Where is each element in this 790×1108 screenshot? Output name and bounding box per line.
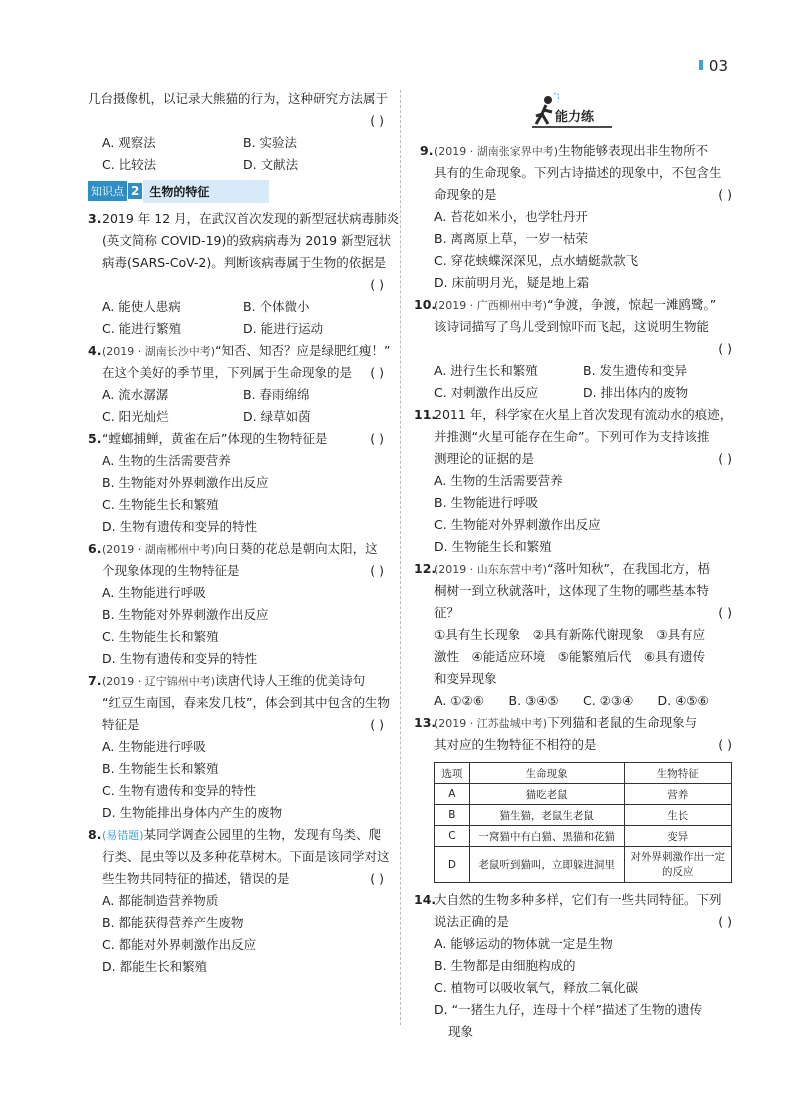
question-12: 12.(2019 · 山东东营中考)“落叶知秋”，在我国北方，梧 桐树一到立秋就落叶，这体现了生物的哪些基本特 征？ ( ) ①具有生长现象 ②具有新陈代谢现象 ③具有应 激性 ④能适应环境 ⑤能繁殖后代 ⑥具有遗传 和变异现象 A. ①②⑥ B. ③④⑤ C. ②③④ D. ④⑤⑥ bbox=[414, 561, 732, 708]
table-row: C 一窝猫中有白猫、黑猫和花猫 变异 bbox=[435, 826, 732, 847]
question-11: 11.2011 年，科学家在火星上首次发现有流动水的痕迹， 并推测“火星可能存在生命”。下列可作为支持该推 测理论的证据的是 ( ) A. 生物的生活需要营养 B. 生物能进行呼吸 C. 生物能对外界刺激作出反应 D. 生物能生长和繁殖 bbox=[414, 407, 733, 554]
question-intro: 几台摄像机，以记录大熊猫的行为，这种研究方法属于 ( ) A. 观察法 B. 实验法 C. 比较法 D. 文献法 bbox=[88, 91, 389, 172]
question-9: 9.(2019 · 湖南张家界中考)生物能够表现出非生物所不 具有的生命现象。下列古诗描述的现象中，不包含生 命现象的是 ( ) A. 苔花如米小，也学牡丹开 B. 离离原上草，一岁一枯荣 C. 穿花蛱蝶深深见，点水蜻蜓款款飞 D. 床前明月光，疑是地上霜 bbox=[420, 143, 732, 290]
question-5: 5.“螳螂捕蝉，黄雀在后”体现的生物特征是 ( ) A. 生物的生活需要营养 B. 生物能对外界刺激作出反应 C. 生物能生长和繁殖 D. 生物有遗传和变异的特性 bbox=[88, 431, 384, 534]
table-row: D 老鼠听到猫叫，立即躲进洞里 对外界刺激作出一定的反应 bbox=[435, 847, 732, 883]
question-6: 6.(2019 · 湖南郴州中考)向日葵的花总是朝向太阳，这 个现象体现的生物特征是 ( ) A. 生物能进行呼吸 B. 生物能对外界刺激作出反应 C. 生物能生长和繁殖 D. 生物有遗传和变异的特性 bbox=[88, 541, 384, 666]
table-header: 选项 生命现象 生物特征 bbox=[435, 763, 732, 784]
question-14: 14.大自然的生物多种多样，它们有一些共同特征。下列 说法正确的是 ( ) A. 能够运动的物体就一定是生物 B. 生物都是由细胞构成的 C. 植物可以吸收氧气，释放二氧化碳 D. “一猪生九仔，连母十个样”描述了生物的遗传 现象 bbox=[414, 892, 732, 1039]
table-row: B 猫生猫，老鼠生老鼠 生长 bbox=[435, 805, 732, 826]
question-4: 4.(2019 · 湖南长沙中考)“知否、知否？应是绿肥红瘦！” 在这个美好的季节里，下列属于生命现象的是 ( ) A. 流水潺潺 B. 春雨绵绵 C. 阳光灿烂 D. 绿草如茵 bbox=[88, 343, 391, 424]
page-number: 03 bbox=[699, 57, 728, 75]
banner-title: 能力练 bbox=[555, 110, 595, 125]
column-divider bbox=[400, 90, 401, 1025]
page-marker-icon bbox=[699, 60, 703, 70]
ability-banner bbox=[420, 88, 732, 132]
question-7: 7.(2019 · 辽宁锦州中考)读唐代诗人王维的优美诗句 “红豆生南国，春来发几枝”，体会到其中包含的生物 特征是 ( ) A. 生物能进行呼吸 B. 生物能生长和繁殖 C. 生物有遗传和变异的特性 D. 生物能排出身体内产生的废物 bbox=[88, 673, 390, 820]
traits-table bbox=[434, 762, 732, 883]
question-13: 13.(2019 · 江苏盐城中考)下列猫和老鼠的生命现象与 其对应的生物特征不相符的是 ( ) bbox=[414, 715, 732, 752]
question-3: 3.2019 年 12 月，在武汉首次发现的新型冠状病毒肺炎 (英文简称 COVID-19)的致病病毒为 2019 新型冠状 病毒(SARS-CoV-2)。判断该病毒属于生物的依据是 ( ) A. 能使人患病 B. 个体微小 C. 能进行繁殖 D. 能进行运动 bbox=[88, 211, 400, 336]
right-column bbox=[414, 88, 733, 1043]
left-column bbox=[88, 88, 400, 978]
section-header: 知识点 2 生物的特征 bbox=[88, 180, 384, 202]
question-8: 8.(易错题)某同学调查公园里的生物，发现有鸟类、爬 行类、昆虫等以及多种花草树木。下面是该同学对这 些生物共同特征的描述，错误的是 ( ) A. 都能制造营养物质 B. 都能获得营养产生废物 C. 都能对外界刺激作出反应 D. 都能生长和繁殖 bbox=[88, 827, 390, 974]
table-row: A 猫吃老鼠 营养 bbox=[435, 784, 732, 805]
question-10: 10.(2019 · 广西柳州中考)“争渡，争渡，惊起一滩鸥鹭。” 该诗词描写了鸟儿受到惊吓而飞起，这说明生物能 ( ) A. 进行生长和繁殖 B. 发生遗传和变异 C. 对刺激作出反应 D. 排出体内的废物 bbox=[414, 297, 732, 400]
